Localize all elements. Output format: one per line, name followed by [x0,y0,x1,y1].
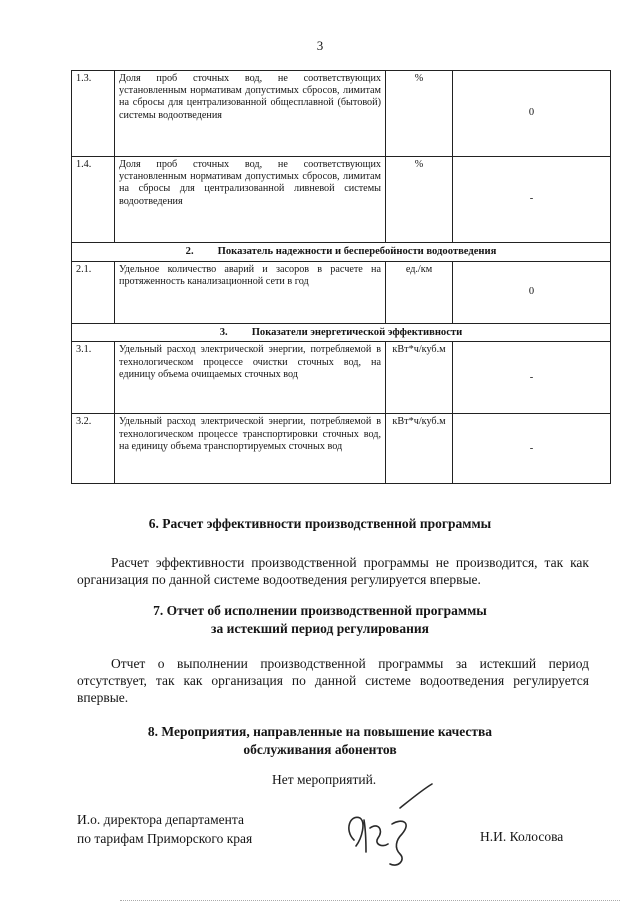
table-section-header [72,243,611,262]
indicator-description: Доля проб сточных вод, не соответствующих установленным нормативам допустимых сбросов, лимитам на сбросы для централизованной ливневой системы водоотведения [115,157,386,243]
row-number: 3.1. [72,342,115,414]
section8-text: Нет мероприятий. [272,772,377,787]
bottom-edge-dots [120,900,620,902]
section7-heading-line1: 7. Отчет об исполнении производственной программы [153,603,487,618]
signer-position-line1: И.о. директора департамента [77,812,244,827]
indicator-value: - [453,342,611,414]
row-number: 3.2. [72,414,115,484]
handwritten-signature [336,778,436,870]
indicator-description: Доля проб сточных вод, не соответствующих установленным нормативам допустимых сбросов, лимитам на сбросы для централизованной общесплавной (бытовой) системы водоотведения [115,71,386,157]
indicator-value: 0 [453,71,611,157]
section-number: 2. [185,246,194,257]
table-row [72,414,611,484]
row-number: 1.3. [72,71,115,157]
table-row [72,71,611,157]
section-title: Показатель надежности и бесперебойности водоотведения [217,246,497,257]
indicator-unit: кВт*ч/куб.м [386,414,453,484]
indicator-description: Удельный расход электрической энергии, потребляемой в технологическом процессе очистки сточных вод, на единицу объема очищаемых сточных вод [115,342,386,414]
indicator-value: 0 [453,261,611,323]
section8-heading-line1: 8. Мероприятия, направленные на повышение качества [147,724,493,739]
indicator-value: - [453,157,611,243]
section-number: 3. [219,326,228,338]
section8-heading-line2: обслуживания абонентов [243,742,397,757]
row-number: 1.4. [72,157,115,243]
table-row [72,342,611,414]
indicator-description: Удельное количество аварий и засоров в расчете на протяженность канализационной сети в год [115,261,386,323]
signer-position [77,810,252,848]
indicator-unit: кВт*ч/куб.м [386,342,453,414]
indicator-unit: % [386,157,453,243]
table-row [72,157,611,243]
section7-heading-line2: за истекший период регулирования [211,621,429,636]
signer-position-line2: по тарифам Приморского края [77,831,253,846]
indicator-unit: ед./км [386,261,453,323]
section6-heading: 6. Расчет эффективности производственной программы [148,516,492,531]
section-title: Показатели энергетической эффективности [251,326,463,338]
section6-text: Расчет эффективности производственной программы не производится, так как организация по данной системе водоотведения регулируется впервые. [77,555,589,587]
row-number: 2.1. [72,261,115,323]
indicator-unit: % [386,71,453,157]
signer-name: Н.И. Колосова [480,829,564,844]
section7-text: Отчет о выполнении производственной программы за истекший период отсутствует, так как организация по данной системе водоотведения регулируется впервые. [77,656,589,705]
table-row [72,261,611,323]
indicator-description: Удельный расход электрической энергии, потребляемой в технологическом процессе транспортировки сточных вод, на единицу объема транспортируемых сточных вод [115,414,386,484]
indicator-value: - [453,414,611,484]
page-number: 3 [316,38,324,53]
indicators-table [71,70,611,484]
table-section-header [72,323,611,342]
